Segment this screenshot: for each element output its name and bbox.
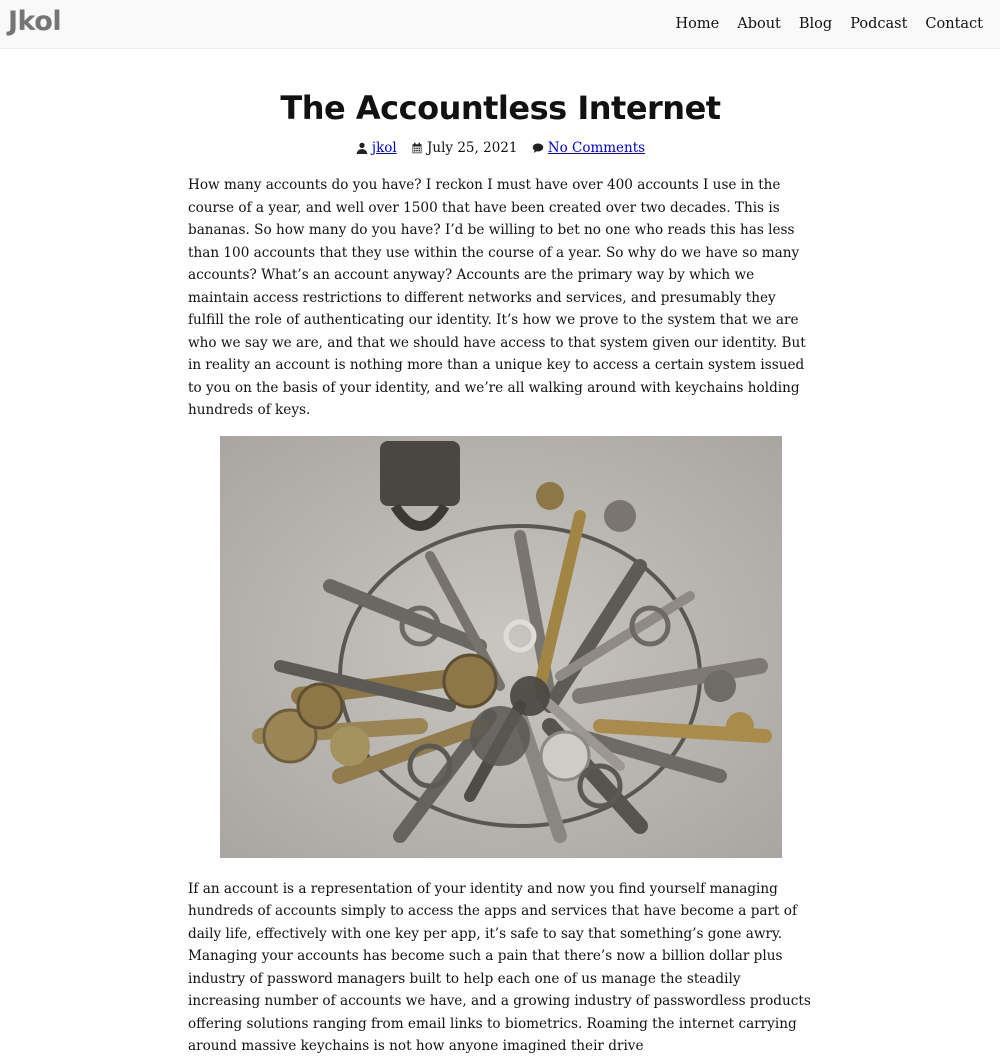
user-icon <box>356 142 368 154</box>
nav-podcast[interactable]: Podcast <box>850 16 908 32</box>
author-meta <box>356 138 397 158</box>
nav-about[interactable]: About <box>737 16 781 32</box>
nav-home[interactable]: Home <box>675 16 720 32</box>
post-date: July 25, 2021 <box>427 140 518 156</box>
keys-illustration <box>220 436 782 858</box>
author-link[interactable]: jkol <box>371 140 397 156</box>
main-nav <box>658 16 984 32</box>
calendar-icon <box>411 142 423 154</box>
article-meta <box>188 138 813 160</box>
nav-contact[interactable]: Contact <box>925 16 983 32</box>
comments-meta <box>532 138 645 158</box>
comment-icon <box>532 142 544 154</box>
keychain-photo <box>220 436 782 858</box>
article <box>188 86 813 1058</box>
article-paragraph: If an account is a representation of your identity and now you find yourself managing hundreds of accounts simply to access the apps and services that have become a part of daily life, effectively with one key per app, it’s safe to say that something’s gone awry. Managing your accounts has become such a pain that there’s now a billion dollar plus industry of password managers built to help each one of us manage the steadily increasing number of accounts we have, and a growing industry of passwordless products offering solutions ranging from email links to biometrics. Roaming the internet carrying around massive keychains is not how anyone imagined their drive <box>188 880 811 1054</box>
comments-link[interactable]: No Comments <box>547 140 646 156</box>
article-paragraph: How many accounts do you have? I reckon I must have over 400 accounts I use in the course of a year, and well over 1500 that have been created over two decades. This is bananas. So how many do you have? I’d be willing to bet no one who reads this has less than 100 accounts that they use within the course of a year. So why do we have so many accounts? What’s an account anyway? Accounts are the primary way by which we maintain access restrictions to different networks and services, and presumably they fulfill the role of authenticating our identity. It’s how we prove to the system that we are who we say we are, and that we should have access to that system given our identity. But in reality an account is nothing more than a unique key to access a certain system issued to you on the basis of your identity, and we’re all walking around with keychains holding hundreds of keys. <box>188 177 806 418</box>
article-title: The Accountless Internet <box>280 89 721 127</box>
site-logo[interactable]: Jkol <box>8 6 62 37</box>
site-header <box>0 0 1000 49</box>
date-meta <box>411 138 517 158</box>
nav-blog[interactable]: Blog <box>798 16 833 32</box>
